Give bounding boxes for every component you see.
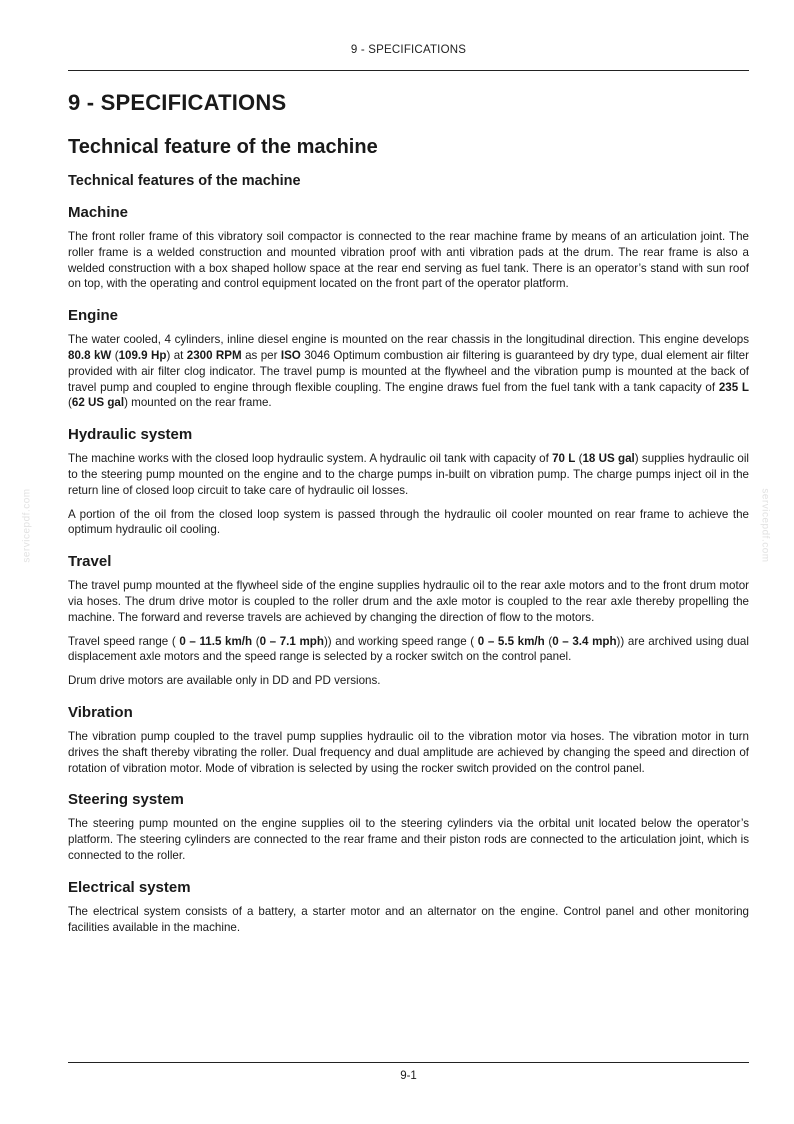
engine-heading: Engine	[68, 307, 119, 325]
travel-text: )) and working speed range (	[323, 634, 478, 648]
travel-text: (	[544, 634, 553, 648]
chapter-title: 9 - SPECIFICATIONS	[68, 90, 287, 115]
travel-text: Travel speed range (	[68, 634, 180, 648]
machine-heading: Machine	[68, 204, 129, 221]
engine-text: ) at	[166, 348, 187, 362]
engine-text: as per	[241, 348, 281, 362]
engine-tank-l: 235 L	[718, 380, 749, 394]
travel-paragraph-2	[68, 634, 749, 666]
watermark-left: servicepdf.com	[21, 488, 33, 563]
travel-speed-kmh: 0 – 11.5 km/h	[179, 634, 253, 648]
working-speed-kmh: 0 – 5.5 km/h	[477, 634, 545, 648]
engine-power-hp: 109.9 Hp	[118, 348, 167, 362]
electrical-paragraph: The electrical system consists of a battery, a starter motor and an alternator on the engine. Control panel and other monitoring facilities available in the machine.	[68, 904, 749, 934]
electrical-heading: Electrical system	[68, 878, 191, 896]
hydraulic-heading: Hydraulic system	[68, 426, 193, 444]
hydraulic-tank-gal: 18 US gal	[582, 452, 635, 466]
engine-text: (	[111, 348, 119, 362]
hydraulic-text: ) supplies hydraulic oil to the steering pump mounted on the engine and to the charge pumps in-built on vibration pump. The charge pumps inject oil in the return line of closed loop circuit to take care of hydraulic oil losses.	[68, 452, 749, 497]
engine-text: ) mounted on the rear frame.	[124, 396, 272, 410]
travel-paragraph-3: Drum drive motors are available only in DD and PD versions.	[68, 674, 381, 688]
section-title: Technical feature of the machine	[68, 136, 378, 158]
engine-tank-gal: 62 US gal	[71, 396, 125, 410]
vibration-paragraph: The vibration pump coupled to the travel pump supplies hydraulic oil to the vibration motor via hoses. The vibration motor in turn drives the shaft thereby vibrating the roller. Dual frequency and dual amplitude are achieved by changing the speed and direction of rotation of vibration motor. Mode of vibration is selected by using the rocker switch provided on the control panel.	[68, 729, 749, 775]
engine-power-kw: 80.8 kW	[68, 348, 112, 362]
hydraulic-text: (	[575, 452, 583, 466]
steering-heading: Steering system	[68, 791, 184, 809]
travel-text: (	[252, 634, 260, 648]
vibration-heading: Vibration	[68, 703, 133, 721]
engine-rpm: 2300 RPM	[186, 348, 242, 362]
travel-heading: Travel	[68, 553, 112, 571]
page-number: 9-1	[400, 1070, 417, 1082]
engine-paragraph	[68, 332, 749, 411]
subsection-title: Technical features of the machine	[68, 173, 301, 189]
working-speed-mph: 0 – 3.4 mph	[552, 634, 617, 648]
watermark-right: servicepdf.com	[759, 488, 771, 563]
page-content	[68, 84, 749, 943]
engine-iso: ISO	[280, 348, 301, 362]
machine-paragraph: The front roller frame of this vibratory soil compactor is connected to the rear machine frame by means of an articulation joint. The roller frame is a welded construction and mounted vibration proof with anti vibration pads at the drum. The rear frame is also a welded construction with a box shaped hollow space at the rear end serving as fuel tank. There is an operator’s stand with sun roof on top, with the operating and control equipment located on the front part of the operator platform.	[68, 230, 749, 291]
travel-paragraph-1: The travel pump mounted at the flywheel side of the engine supplies hydraulic oil to the rear axle motors and to the front drum motor via hoses. The drum drive motor is coupled to the roller drum and the axle motor is coupled to the rear axle thereby propelling the machine. The forward and reverse travels are achieved by changing the direction of flow to the motors.	[68, 579, 749, 624]
engine-text: (	[68, 396, 72, 410]
hydraulic-paragraph-2: A portion of the oil from the closed loop system is passed through the hydraulic oil cooler mounted on rear frame to achieve the optimum hydraulic oil cooling.	[68, 507, 749, 537]
hydraulic-text: The machine works with the closed loop hydraulic system. A hydraulic oil tank with capacity of	[68, 452, 553, 466]
running-header: 9 - SPECIFICATIONS	[350, 44, 467, 56]
hydraulic-paragraph-1	[68, 451, 749, 498]
travel-speed-mph: 0 – 7.1 mph	[259, 634, 324, 648]
engine-text: The water cooled, 4 cylinders, inline diesel engine is mounted on the rear chassis in the longitudinal direction. This engine develops	[68, 333, 749, 347]
hydraulic-tank-l: 70 L	[552, 452, 576, 466]
steering-paragraph: The steering pump mounted on the engine supplies oil to the steering cylinders via the orbital unit located below the operator’s platform. The steering cylinders are connected to the rear frame and their piston rods are connected to the articulation joint, which is connected to the roller.	[68, 817, 749, 862]
travel-text: )) are archived using dual displacement axle motors and the speed range is selected by a rocker switch on the control panel.	[68, 634, 749, 664]
header-rule	[68, 70, 749, 71]
engine-text: 3046 Optimum combustion air filtering is guaranteed by dry type, dual element air filter provided with air filter clog indicator. The travel pump is mounted at the flywheel and the vibration pump is mounted at the back of travel pump and coupled to engine through flexible coupling. The engine draws fuel from the fuel tank with a tank capacity of	[68, 348, 749, 394]
footer-rule	[68, 1062, 749, 1063]
